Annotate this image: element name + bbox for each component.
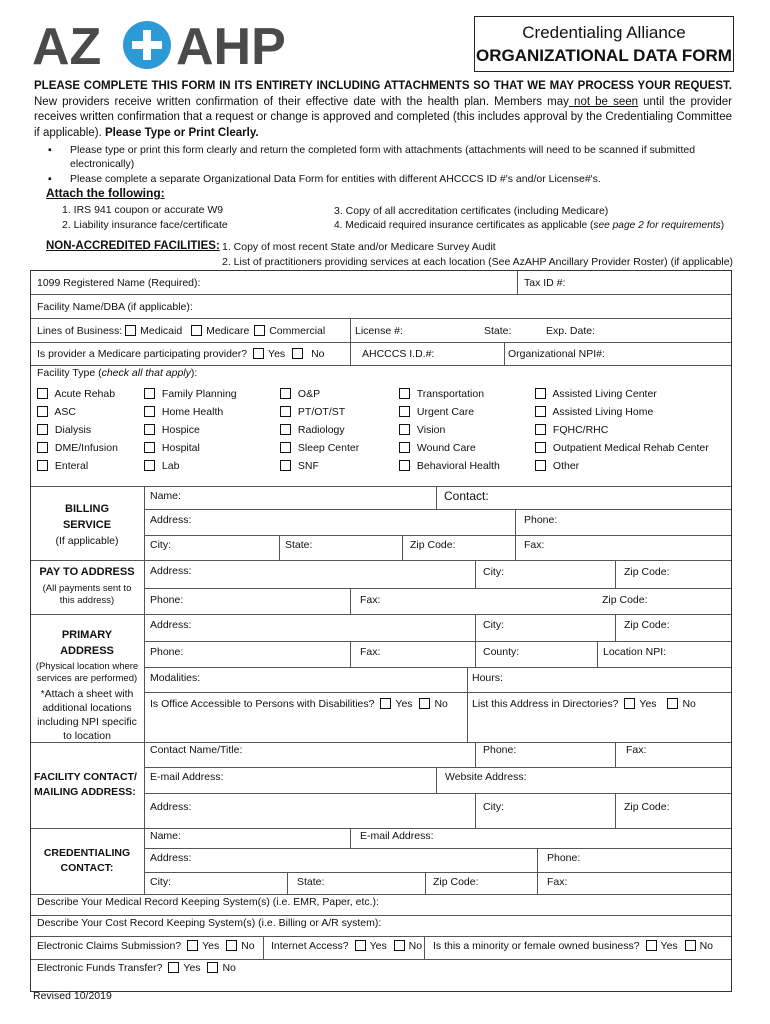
checkbox[interactable]: [535, 460, 546, 471]
minority-no-label: No: [699, 940, 714, 952]
claims-yes-checkbox[interactable]: [187, 940, 198, 951]
checkbox[interactable]: [37, 388, 48, 399]
facility-type-item[interactable]: [144, 385, 237, 403]
facility-type-item[interactable]: [144, 457, 237, 475]
cred-email-label[interactable]: E-mail Address:: [360, 830, 434, 842]
checkbox[interactable]: [37, 442, 48, 453]
facility-type-label: Wound Care: [416, 442, 476, 454]
checkbox[interactable]: [280, 460, 291, 471]
bullet-2-text: Please complete a separate Organizational Data Form for entities with different AHCCCS ID #'s and/or License#'s.: [70, 173, 601, 185]
intro-paragraph: [34, 79, 732, 141]
registered-name-label[interactable]: 1099 Registered Name (Required):: [37, 277, 201, 289]
primary-fax-label[interactable]: Fax:: [360, 646, 381, 658]
facility-type-label: DME/Infusion: [54, 442, 118, 454]
ahcccs-id-label[interactable]: AHCCCS I.D.#:: [362, 348, 435, 360]
primary-city-label[interactable]: City:: [483, 619, 504, 631]
medicare-participating-no-checkbox[interactable]: [292, 348, 303, 359]
facility-type-label: FQHC/RHC: [552, 424, 609, 436]
contact-name-title-label[interactable]: Contact Name/Title:: [150, 744, 243, 756]
checkbox[interactable]: [144, 406, 155, 417]
facility-type-item[interactable]: [399, 421, 500, 439]
facility-type-label: Other: [552, 460, 580, 472]
accessible-yes-checkbox[interactable]: [380, 698, 391, 709]
cred-state-label[interactable]: State:: [297, 876, 325, 888]
exp-date-label[interactable]: Exp. Date:: [546, 325, 596, 337]
cred-phone-label[interactable]: Phone:: [547, 852, 581, 864]
billing-service-sub: (If applicable): [55, 535, 119, 547]
facility-type-label: Urgent Care: [416, 406, 475, 418]
attach-item-3: 3. Copy of all accreditation certificates (including Medicare): [334, 205, 609, 217]
list-address-question: [472, 698, 696, 710]
logo-text-az: AZ: [32, 18, 102, 72]
license-label[interactable]: License #:: [355, 325, 403, 337]
facility-type-label: Transportation: [416, 388, 485, 400]
facility-type-italic: check all that apply: [101, 367, 191, 379]
minority-no-checkbox[interactable]: [685, 940, 696, 951]
intro-text2: until the provider receives written confirmation that a request or change is approved and completed (this includes approval by the Credentialing Committee if applicable).: [34, 95, 733, 139]
billing-name-label[interactable]: Name:: [150, 490, 181, 502]
minority-question: [433, 940, 713, 952]
facility-type-label: SNF: [297, 460, 319, 472]
contact-email-label[interactable]: E-mail Address:: [150, 771, 224, 783]
eft-no-label: No: [222, 962, 236, 974]
attach-item-1: 1. IRS 941 coupon or accurate W9: [62, 204, 224, 216]
billing-phone-label[interactable]: Phone:: [524, 514, 558, 526]
primary-location-npi-label[interactable]: Location NPI:: [603, 646, 667, 658]
attach-heading: Attach the following:: [46, 186, 165, 200]
azahp-logo: [30, 16, 320, 72]
medicare-participating: [37, 348, 325, 360]
list-address-label: List this Address in Directories?: [472, 698, 619, 710]
facility-type-label: Hospice: [161, 424, 200, 436]
contact-zip-label[interactable]: Zip Code:: [624, 801, 670, 813]
checkbox[interactable]: [535, 406, 546, 417]
facility-type-label: Family Planning: [161, 388, 237, 400]
facility-type-item[interactable]: [37, 439, 118, 457]
primary-address-section: [32, 627, 142, 743]
cred-fax-label[interactable]: Fax:: [547, 876, 568, 888]
attach-item-2: 2. Liability insurance face/certificate: [62, 219, 228, 231]
checkbox[interactable]: [535, 424, 546, 435]
pay-to-title: PAY TO ADDRESS: [39, 566, 135, 578]
modalities-label[interactable]: Modalities:: [150, 672, 201, 684]
credentialing-contact-title: CREDENTIALING CONTACT:: [43, 847, 131, 874]
internet-label: Internet Access?: [271, 940, 349, 952]
form-title-box: [474, 16, 734, 72]
facility-type-heading: [37, 367, 197, 379]
checkbox[interactable]: [280, 406, 291, 417]
facility-type-label: Home Health: [161, 406, 224, 418]
internet-yes-label: Yes: [369, 940, 387, 952]
internet-yes-checkbox[interactable]: [355, 940, 366, 951]
form-title-line2: ORGANIZATIONAL DATA FORM: [476, 46, 732, 65]
bullet-1-text: Please type or print this form clearly and return the completed form with attachments (attachments will need to be scanned if submitted electronically): [70, 144, 696, 170]
intro-bold-lead: PLEASE COMPLETE THIS FORM IN ITS ENTIRETY INCLUDING ATTACHMENTS SO THAT WE MAY PROCESS YOUR REQUEST.: [34, 80, 732, 92]
facility-type-item[interactable]: [399, 385, 500, 403]
intro-text1: New providers receive written confirmation of their effective date with the health plan. Members may: [34, 95, 569, 108]
primary-address-title: PRIMARY ADDRESS: [60, 629, 114, 657]
billing-state-label[interactable]: State:: [285, 539, 313, 551]
attach-item-4-italic: see page 2 for requirements: [593, 220, 721, 231]
intro-not-seen: not be seen: [568, 95, 639, 108]
pay-city-label[interactable]: City:: [483, 566, 504, 578]
facility-type-item[interactable]: [280, 457, 359, 475]
checkbox[interactable]: [399, 442, 410, 453]
list-address-no-checkbox[interactable]: [667, 698, 678, 709]
cred-city-label[interactable]: City:: [150, 876, 171, 888]
checkbox[interactable]: [144, 424, 155, 435]
facility-types-col2: [144, 385, 237, 475]
facility-type-item[interactable]: [144, 421, 237, 439]
pay-to-section: [32, 564, 142, 607]
facility-type-item[interactable]: [535, 457, 709, 475]
cost-label[interactable]: Describe Your Cost Record Keeping System(s) (i.e. Billing or A/R system):: [37, 917, 382, 929]
checkbox[interactable]: [144, 388, 155, 399]
minority-label: Is this a minority or female owned business?: [433, 940, 640, 952]
internet-no-checkbox[interactable]: [394, 940, 405, 951]
intro-bold-tail: Please Type or Print Clearly.: [101, 126, 259, 139]
lines-of-business-label: Lines of Business:: [37, 325, 123, 337]
medicare-checkbox[interactable]: [191, 325, 202, 336]
pay-fax-label[interactable]: Fax:: [360, 594, 381, 606]
facility-type-label: Facility Type (: [37, 367, 102, 379]
facility-type-item[interactable]: [535, 421, 709, 439]
facility-type-item[interactable]: [37, 385, 118, 403]
checkbox[interactable]: [37, 460, 48, 471]
facility-type-label: Vision: [416, 424, 446, 436]
facility-type-label: PT/OT/ST: [297, 406, 346, 418]
checkbox[interactable]: [535, 388, 546, 399]
pay-zip-label[interactable]: Zip Code:: [624, 566, 670, 578]
pay-phone-label[interactable]: Phone:: [150, 594, 184, 606]
medicaid-checkbox[interactable]: [125, 325, 136, 336]
revision-footer: Revised 10/2019: [33, 990, 112, 1002]
pay-address-label[interactable]: Address:: [150, 565, 192, 577]
eft-no-checkbox[interactable]: [207, 962, 218, 973]
medicare-label: Medicare: [206, 325, 250, 337]
internet-no-label: No: [408, 940, 423, 952]
license-state-label[interactable]: State:: [484, 325, 512, 337]
cred-zip-label[interactable]: Zip Code:: [433, 876, 479, 888]
facility-type-item[interactable]: [37, 421, 118, 439]
accessible-no-checkbox[interactable]: [419, 698, 430, 709]
contact-fax-label[interactable]: Fax:: [626, 744, 647, 756]
claims-no-checkbox[interactable]: [226, 940, 237, 951]
attach-item-4-end: ): [720, 220, 725, 231]
claims-label: Electronic Claims Submission?: [37, 940, 182, 952]
facility-type-label: Outpatient Medical Rehab Center: [552, 442, 709, 454]
accessible-no-label: No: [434, 698, 448, 710]
azahp-logo-graphic: [30, 16, 320, 72]
checkbox[interactable]: [399, 406, 410, 417]
billing-zip-label[interactable]: Zip Code:: [410, 539, 456, 551]
pay-to-sub: (All payments sent to this address): [42, 583, 132, 606]
contact-phone-label[interactable]: Phone:: [483, 744, 517, 756]
medicare-participating-label: Is provider a Medicare participating provider?: [37, 348, 248, 360]
facility-type-label: Sleep Center: [297, 442, 360, 454]
eft-question: [37, 962, 236, 974]
checkbox[interactable]: [280, 424, 291, 435]
primary-phone-label[interactable]: Phone:: [150, 646, 184, 658]
minority-yes-checkbox[interactable]: [646, 940, 657, 951]
list-address-no-label: No: [682, 698, 696, 710]
checkbox[interactable]: [399, 424, 410, 435]
checkbox[interactable]: [37, 406, 48, 417]
checkbox[interactable]: [399, 388, 410, 399]
facility-type-label: Radiology: [297, 424, 345, 436]
primary-county-label[interactable]: County:: [483, 646, 520, 658]
checkbox[interactable]: [37, 424, 48, 435]
medicare-participating-yes-checkbox[interactable]: [253, 348, 264, 359]
eft-yes-label: Yes: [183, 962, 201, 974]
checkbox[interactable]: [280, 388, 291, 399]
non-accredited-item-2: 2. List of practitioners providing services at each location (See AzAHP Ancillary Provider Roster) (if applicable): [222, 256, 734, 268]
list-address-yes-label: Yes: [639, 698, 657, 710]
checkbox[interactable]: [399, 460, 410, 471]
form-title-line1: Credentialing Alliance: [522, 23, 686, 42]
medicaid-label: Medicaid: [140, 325, 183, 337]
contact-address-label[interactable]: Address:: [150, 801, 192, 813]
eft-label: Electronic Funds Transfer?: [37, 962, 163, 974]
facility-types-col1: [37, 385, 118, 475]
checkbox[interactable]: [144, 460, 155, 471]
facility-type-item[interactable]: [280, 421, 359, 439]
billing-fax-label[interactable]: Fax:: [524, 539, 545, 551]
bullet-1: ▪ Please type or print this form clearly and return the completed form with attachments (attachments will need to be scanned if submitted electronically): [48, 143, 732, 171]
facility-types-col4: [399, 385, 500, 475]
list-address-yes-checkbox[interactable]: [624, 698, 635, 709]
facility-name-label[interactable]: Facility Name/DBA (if applicable):: [37, 301, 193, 313]
billing-city-label[interactable]: City:: [150, 539, 171, 551]
facility-type-label: Assisted Living Center: [552, 388, 657, 400]
facility-type-item[interactable]: [280, 439, 359, 457]
checkbox[interactable]: [535, 442, 546, 453]
facility-type-label: Enteral: [54, 460, 89, 472]
facility-type-label: O&P: [297, 388, 321, 400]
facility-contact-title: FACILITY CONTACT/ MAILING ADDRESS:: [34, 771, 137, 798]
facility-type-item[interactable]: [37, 457, 118, 475]
medicare-participating-no-label: No: [311, 348, 325, 360]
pay-zip-label-2[interactable]: Zip Code:: [602, 594, 648, 606]
facility-type-item[interactable]: [280, 403, 359, 421]
checkbox[interactable]: [280, 442, 291, 453]
billing-address-label[interactable]: Address:: [150, 514, 192, 526]
facility-type-item[interactable]: [399, 457, 500, 475]
facility-type-end: ):: [190, 367, 198, 379]
facility-type-label: Acute Rehab: [54, 388, 116, 400]
facility-type-label: Assisted Living Home: [552, 406, 654, 418]
internet-question: [271, 940, 422, 952]
emr-label[interactable]: Describe Your Medical Record Keeping System(s) (i.e. EMR, Paper, etc.):: [37, 896, 379, 908]
commercial-label: Commercial: [269, 325, 326, 337]
primary-address-sub: (Physical location where services are performed): [35, 661, 139, 684]
facility-type-item[interactable]: [535, 403, 709, 421]
claims-question: [37, 940, 255, 952]
billing-contact-label[interactable]: Contact:: [444, 489, 489, 503]
primary-address-attach: *Attach a sheet with additional locations including NPI specific to location: [37, 688, 137, 742]
facility-type-item[interactable]: [280, 385, 359, 403]
accessible-yes-label: Yes: [395, 698, 413, 710]
attach-item-4: [334, 220, 724, 231]
facility-type-label: Dialysis: [54, 424, 92, 436]
facility-type-item[interactable]: [399, 439, 500, 457]
medicare-participating-yes-label: Yes: [268, 348, 286, 360]
facility-type-item[interactable]: [535, 439, 709, 457]
claims-yes-label: Yes: [202, 940, 220, 952]
non-accredited-item-1: 1. Copy of most recent State and/or Medicare Survey Audit: [222, 241, 496, 253]
cred-address-label[interactable]: Address:: [150, 852, 192, 864]
billing-service-section: [32, 501, 142, 547]
attach-item-4-text: 4. Medicaid required insurance certificates as applicable (: [334, 220, 594, 231]
non-accredited-heading: NON-ACCREDITED FACILITIES:: [46, 240, 220, 252]
bullet-2: ▪ Please complete a separate Organizational Data Form for entities with different AHCCCS ID #'s and/or License#'s.: [48, 172, 732, 186]
cred-name-label[interactable]: Name:: [150, 830, 181, 842]
minority-yes-label: Yes: [660, 940, 678, 952]
contact-city-label[interactable]: City:: [483, 801, 504, 813]
eft-yes-checkbox[interactable]: [168, 962, 179, 973]
primary-zip-label[interactable]: Zip Code:: [624, 619, 670, 631]
facility-type-label: Behavioral Health: [416, 460, 500, 472]
checkbox[interactable]: [144, 442, 155, 453]
facility-type-item[interactable]: [144, 439, 237, 457]
commercial-checkbox[interactable]: [254, 325, 265, 336]
facility-type-item[interactable]: [144, 403, 237, 421]
org-npi-label[interactable]: Organizational NPI#:: [508, 348, 605, 360]
facility-types-col3: [280, 385, 359, 475]
hours-label[interactable]: Hours:: [472, 672, 503, 684]
facility-type-item[interactable]: [37, 403, 118, 421]
accessible-question: [150, 698, 448, 710]
facility-type-item[interactable]: [399, 403, 500, 421]
facility-types-col5: [535, 385, 709, 475]
contact-website-label[interactable]: Website Address:: [445, 771, 527, 783]
facility-type-label: ASC: [54, 406, 76, 418]
claims-no-label: No: [241, 940, 255, 952]
tax-id-label[interactable]: Tax ID #:: [524, 277, 566, 289]
facility-type-item[interactable]: [535, 385, 709, 403]
accessible-label: Is Office Accessible to Persons with Disabilities?: [150, 698, 375, 710]
facility-type-label: Lab: [161, 460, 180, 472]
lines-of-business: [37, 325, 325, 337]
logo-text-ahp: AHP: [176, 18, 286, 72]
billing-service-title: BILLING SERVICE: [62, 503, 112, 531]
facility-type-label: Hospital: [161, 442, 200, 454]
primary-address-label[interactable]: Address:: [150, 619, 192, 631]
